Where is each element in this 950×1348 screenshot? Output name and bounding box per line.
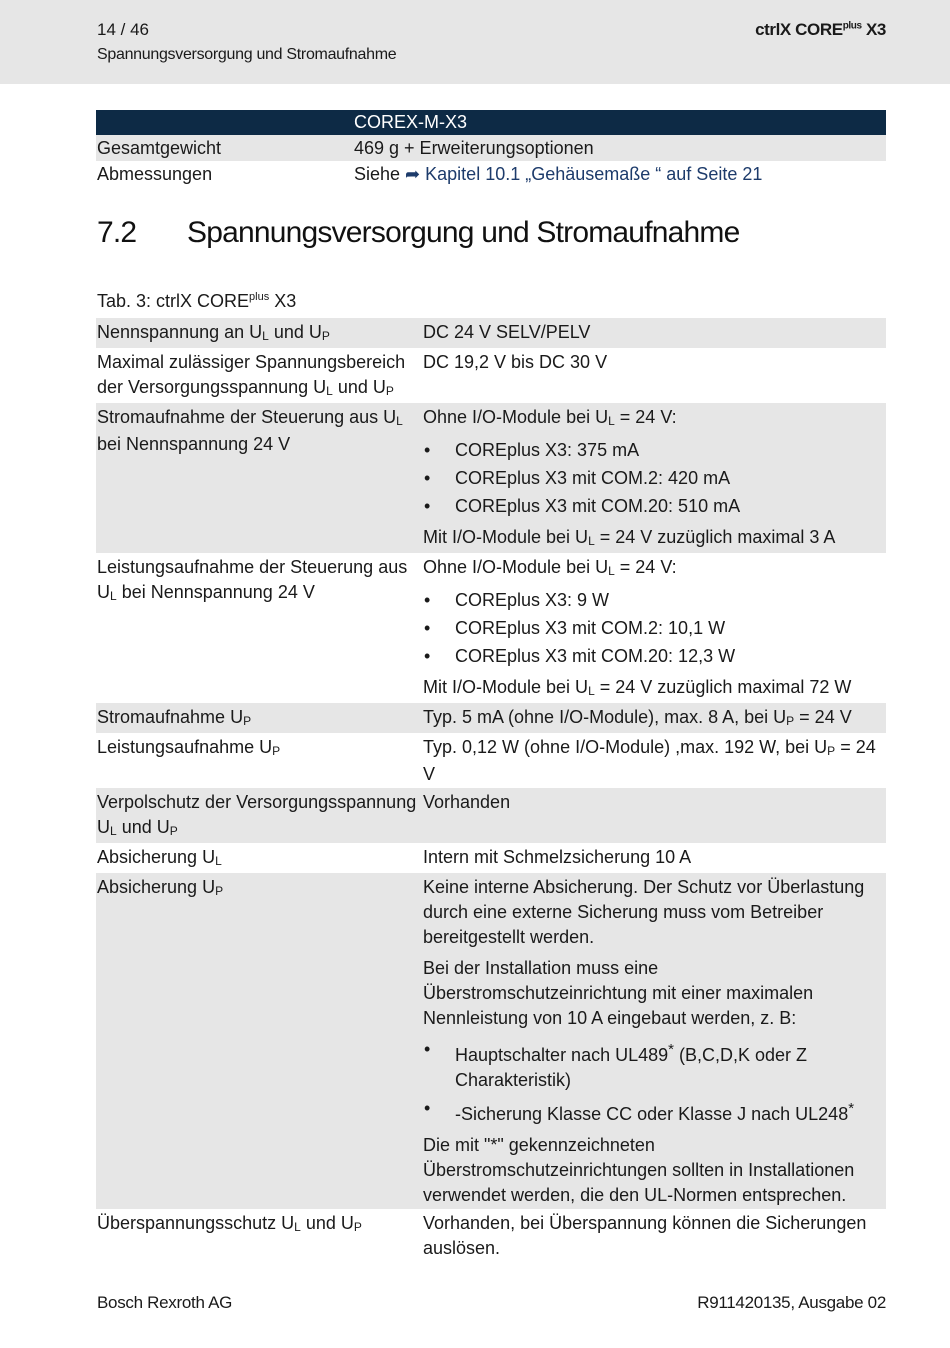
value-paragraph: Keine interne Absicherung. Der Schutz vor Überlastung durch eine externe Sicherung muss vom Betreiber bereitgestellt werden. — [423, 877, 865, 947]
row-label: Stromaufnahme $U_P$ — [96, 703, 422, 733]
row-value: Vorhanden — [422, 788, 886, 843]
row-label: Leistungsaufnahme der Steuerung aus $U_L$ bei Nennspannung 24 V — [97, 557, 408, 603]
value-paragraph: Die mit "*" gekennzeichneten Überstromschutzeinrichtungen sollten in Installationen verwendet werden, die den UL-Normen entsprechen. — [423, 1135, 855, 1205]
table-header-row — [96, 110, 886, 135]
caption-suffix: X3 — [269, 291, 297, 311]
column-header: COREX-M-X3 — [353, 110, 886, 135]
row-value: Intern mit Schmelzsicherung 10 A — [423, 847, 692, 867]
row-value — [422, 873, 886, 1209]
row-value — [422, 403, 886, 553]
row-value: Typ. 0,12 W (ohne I/O-Module) ,max. 192 W, bei $U_P = 24$ V — [423, 737, 876, 784]
header-product-name — [755, 20, 886, 40]
chapter-link[interactable]: Kapitel 10.1 „Gehäusemaße “ auf Seite 21 — [425, 163, 763, 184]
value-intro: Ohne I/O-Module bei $U_L = 24$ V: — [423, 557, 677, 578]
product-name-sup: plus — [842, 20, 862, 32]
table-row — [96, 553, 886, 703]
row-value: DC 19,2 V bis DC 30 V — [423, 352, 608, 372]
value-intro: Ohne I/O-Module bei $U_L = 24$ V: — [423, 407, 677, 428]
row-label: Absicherung $U_P$ — [96, 873, 422, 1209]
row-value — [422, 553, 886, 703]
list-item: • COREplus X3 mit COM.20: 12,3 W — [423, 644, 885, 669]
row-label: Gesamtgewicht — [96, 135, 353, 161]
header-section-title: Spannungsversorgung und Stromaufnahme — [97, 46, 397, 63]
list-item: • COREplus X3: 375 mA — [423, 438, 885, 463]
list-item: • Hauptschalter nach UL489* (B,C,D,K oder Z Charakteristik) — [423, 1037, 885, 1093]
product-name-tail: X3 — [861, 20, 886, 39]
footer-company: Bosch Rexroth AG — [97, 1293, 233, 1312]
general-spec-table — [96, 110, 886, 187]
section-heading — [97, 216, 739, 250]
value-list — [423, 588, 885, 669]
caption-prefix: Tab. 3: ctrlX CORE — [97, 291, 250, 311]
list-item: • COREplus X3: 9 W — [423, 588, 885, 613]
row-label: Überspannungsschutz $U_L$ und $U_P$ — [97, 1213, 362, 1234]
value-list — [423, 438, 885, 519]
row-label: Verpolschutz der Versorgungsspannung $U_L$ und $U_P$ — [96, 788, 422, 843]
value-paragraph: Bei der Installation muss eine Überstromschutzeinrichtung mit einer maximalen Nennleistung von 10 A eingebaut werden, z. B: — [423, 958, 814, 1028]
table-row — [96, 1209, 886, 1262]
row-value: Typ. 5 mA (ohne I/O-Module), max. 8 A, bei $U_P = 24$ V — [422, 703, 886, 733]
row-label: Abmessungen — [97, 163, 213, 184]
list-item: • COREplus X3 mit COM.2: 420 mA — [423, 466, 885, 491]
row-value — [353, 161, 886, 187]
table-row — [96, 703, 886, 733]
value-outro: Mit I/O-Module bei $U_L = 24$ V zuzüglich maximal 72 W — [423, 677, 852, 698]
table-row — [96, 843, 886, 873]
table-row — [96, 135, 886, 161]
power-spec-table — [96, 318, 886, 1262]
table-row — [96, 403, 886, 553]
page-number: 14 / 46 — [97, 20, 149, 39]
row-label: Maximal zulässiger Spannungsbereich der Versorgungsspannung $U_L$ und $U_P$ — [97, 352, 406, 398]
row-label: Stromaufnahme der Steuerung aus $U_L$ bei Nennspannung 24 V — [96, 403, 422, 553]
table-row — [96, 161, 886, 187]
list-item: • -Sicherung Klasse CC oder Klasse J nach UL248* — [423, 1096, 885, 1127]
table-row — [96, 733, 886, 788]
page-header — [0, 0, 950, 84]
value-list — [423, 1037, 885, 1127]
row-value: Vorhanden, bei Überspannung können die Sicherungen auslösen. — [423, 1213, 867, 1258]
row-value: DC 24 V SELV/PELV — [422, 318, 886, 348]
table-row — [96, 873, 886, 1209]
value-prefix: Siehe — [354, 163, 406, 184]
section-number: 7.2 — [97, 216, 137, 249]
table-row — [96, 348, 886, 403]
list-item: • COREplus X3 mit COM.2: 10,1 W — [423, 616, 885, 641]
list-item: • COREplus X3 mit COM.20: 510 mA — [423, 494, 885, 519]
row-label: Nennspannung an $U_L$ und $U_P$ — [96, 318, 422, 348]
table-caption — [97, 291, 296, 312]
row-value: 469 g + Erweiterungsoptionen — [353, 135, 886, 161]
row-label: Leistungsaufnahme $U_P$ — [97, 737, 281, 758]
product-name-main: ctrlX CORE — [755, 20, 843, 39]
section-title: Spannungsversorgung und Stromaufnahme — [187, 216, 740, 249]
table-row — [96, 318, 886, 348]
caption-sup: plus — [249, 291, 270, 303]
row-label: Absicherung $U_L$ — [97, 847, 222, 868]
link-arrow-icon: ➦ — [405, 163, 421, 184]
footer-doc-id: R911420135, Ausgabe 02 — [697, 1293, 886, 1312]
table-row — [96, 788, 886, 843]
value-outro: Mit I/O-Module bei $U_L = 24$ V zuzüglich maximal 3 A — [423, 527, 836, 548]
